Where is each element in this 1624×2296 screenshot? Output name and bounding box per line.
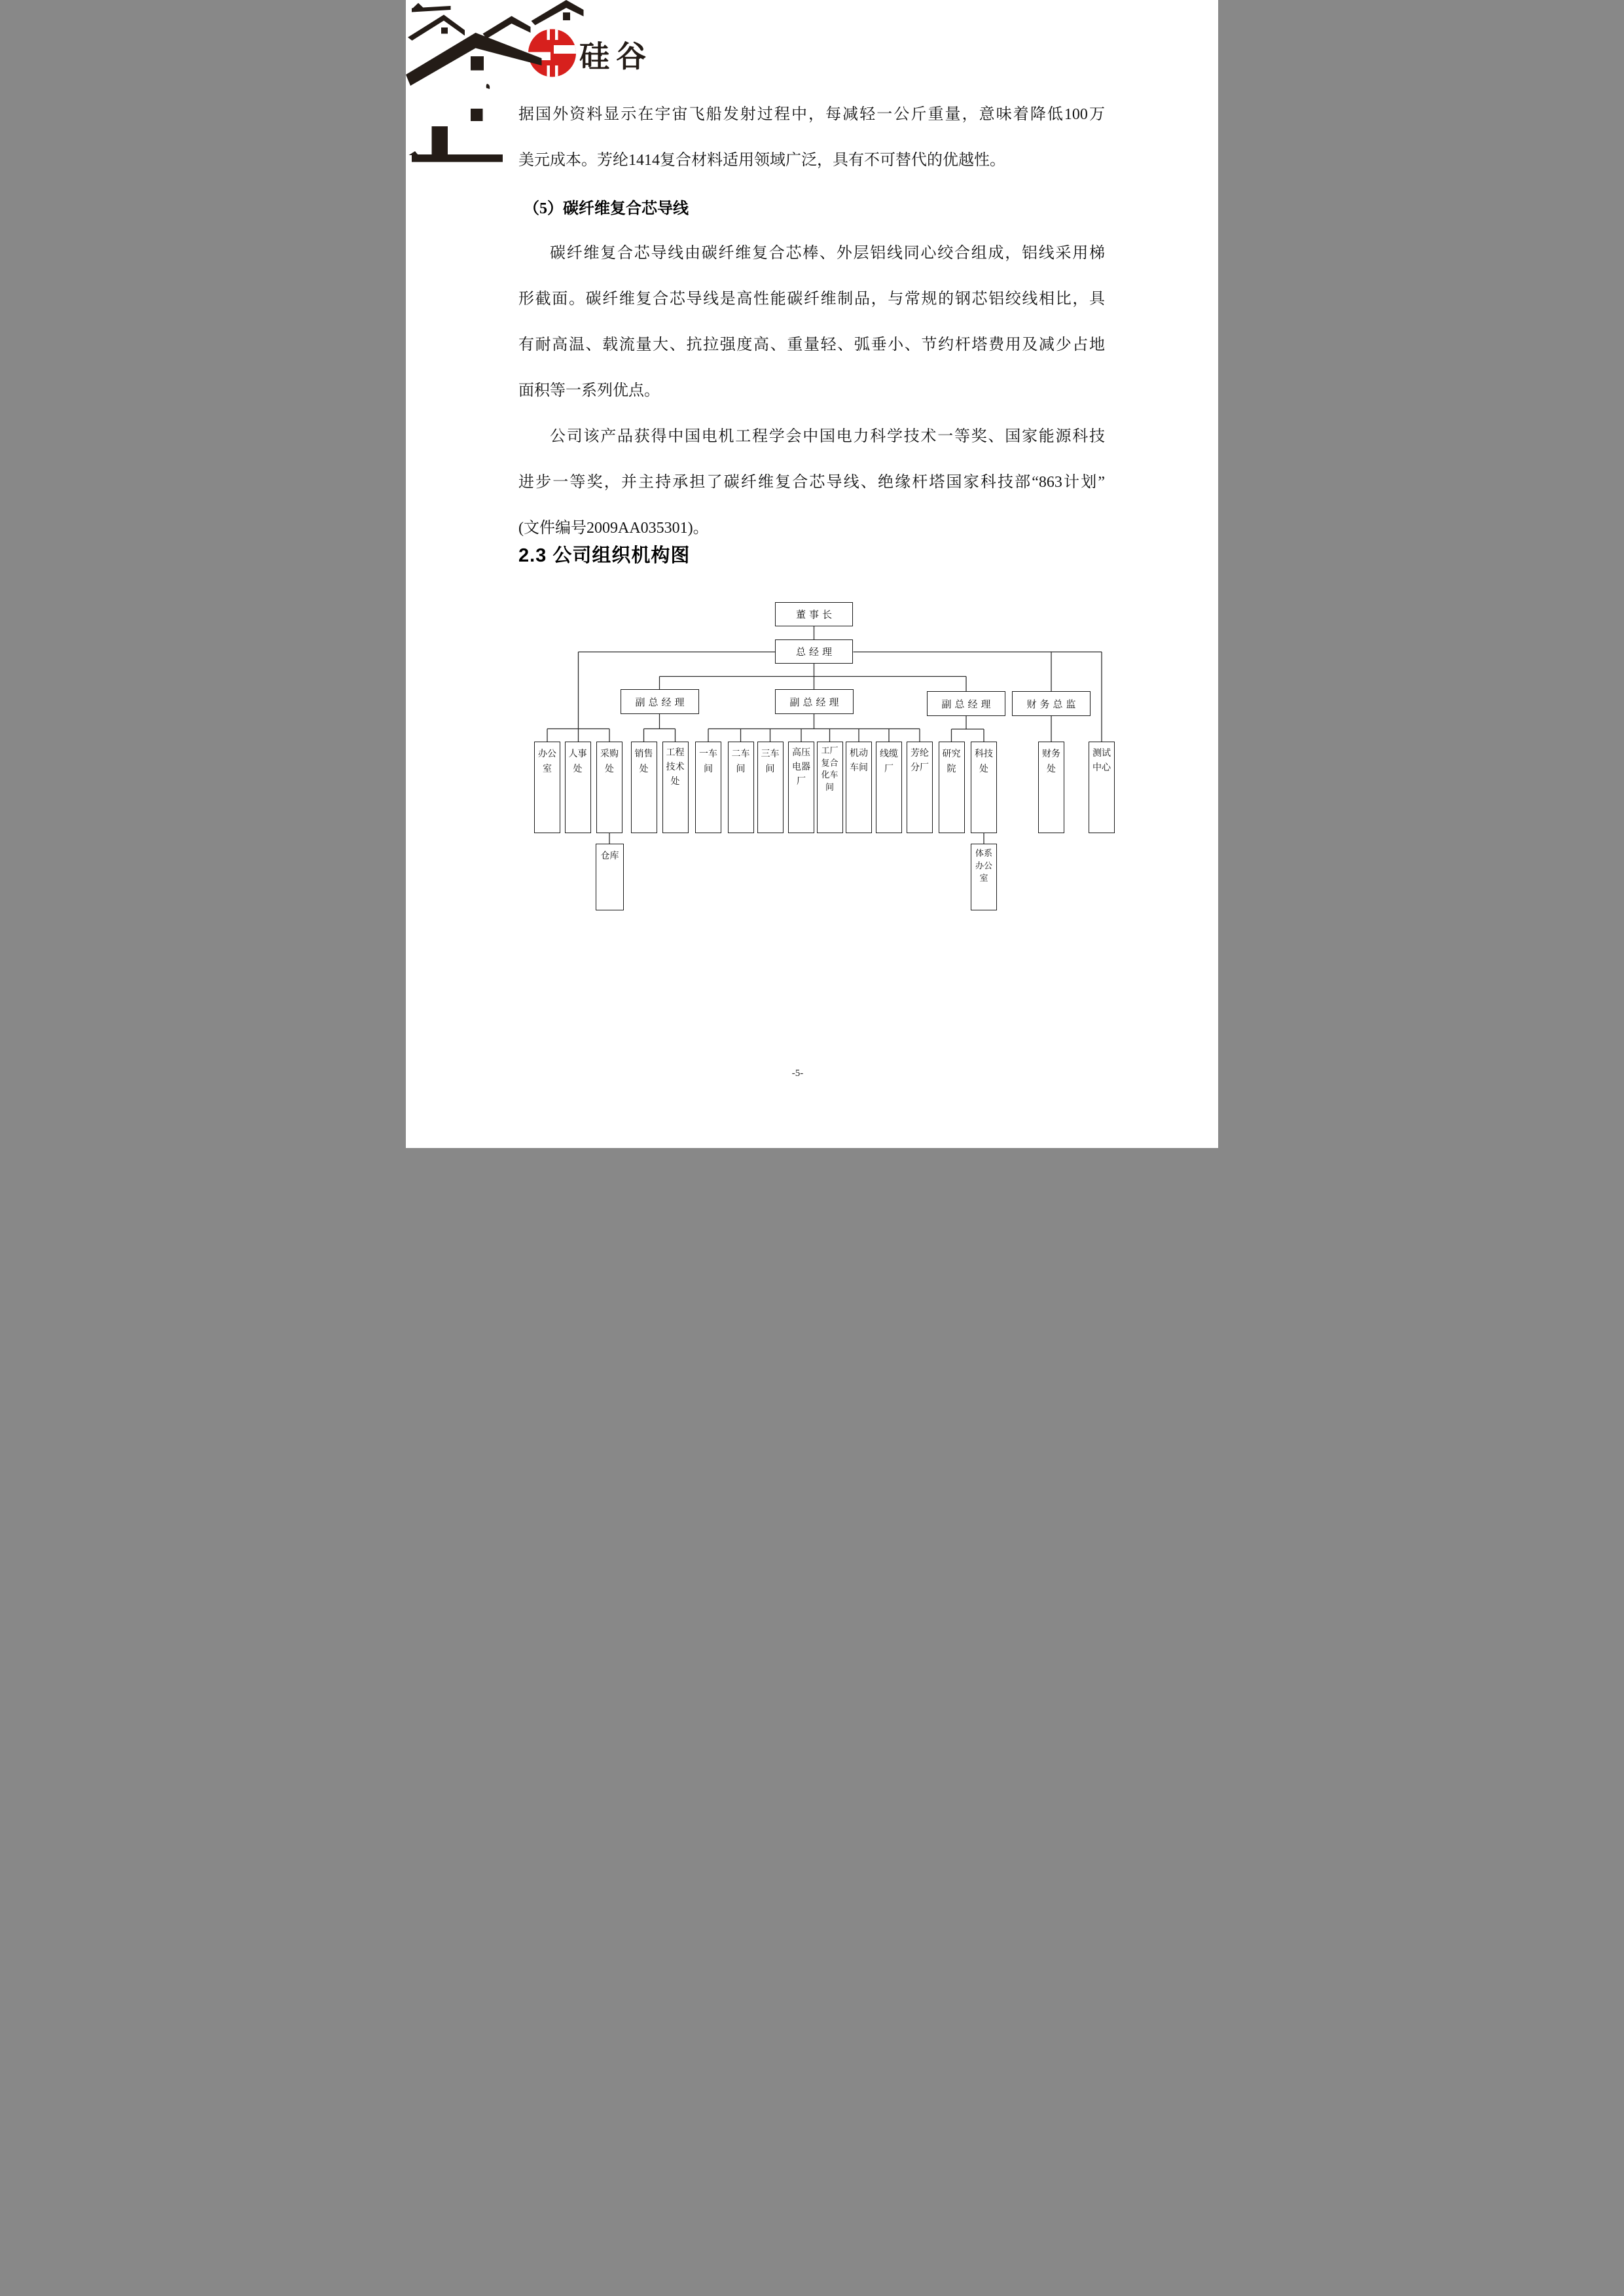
org-box-dept: 机动车间	[846, 742, 872, 833]
org-box-vp-3: 副总经理	[927, 691, 1005, 716]
rooftop-logo-icon	[406, 0, 668, 164]
page-number: -5-	[791, 1068, 804, 1079]
paragraph-line: 据国外资料显示在宇宙飞船发射过程中，每减轻一公斤重量，意味着降低100万	[518, 106, 1105, 123]
org-box-dept: 办公室	[534, 742, 560, 833]
org-box-chairman: 董事长	[775, 602, 853, 626]
rooftop-shapes-icon	[406, 0, 584, 162]
paragraph-line: 碳纤维复合芯导线由碳纤维复合芯棒、外层铝线同心绞合组成，铝线采用梯	[550, 245, 1105, 262]
org-box-dept: 工厂复合化车间	[817, 742, 843, 833]
company-logo	[406, 0, 668, 164]
section-heading-5: （5）碳纤维复合芯导线	[524, 200, 689, 217]
org-chart	[530, 599, 1119, 913]
org-box-dept: 二车间	[728, 742, 754, 833]
org-box-warehouse: 仓库	[596, 844, 624, 910]
org-box-dept: 工程技术处	[662, 742, 689, 833]
org-box-general-manager: 总经理	[775, 639, 853, 664]
paragraph-line: 进步一等奖，并主持承担了碳纤维复合芯导线、绝缘杆塔国家科技部“863计划”	[518, 474, 1105, 491]
org-box-dept: 研究院	[939, 742, 965, 833]
org-box-dept: 测试中心	[1089, 742, 1115, 833]
red-s-emblem-icon	[527, 26, 577, 80]
org-box-dept: 科技处	[971, 742, 997, 833]
org-box-cfo-director: 财务总监	[1012, 691, 1091, 716]
paragraph-line: 美元成本。芳纶1414复合材料适用领域广泛，具有不可替代的优越性。	[518, 152, 1005, 169]
org-box-vp-1: 副总经理	[621, 689, 699, 714]
org-box-system-office: 体系办公室	[971, 844, 997, 910]
paragraph-line: 面积等一系列优点。	[518, 382, 660, 399]
org-box-dept: 芳纶分厂	[907, 742, 933, 833]
org-box-dept: 采购处	[596, 742, 623, 833]
org-box-dept: 销售处	[631, 742, 657, 833]
document-page	[406, 0, 1218, 1148]
org-box-dept: 财务处	[1038, 742, 1064, 833]
org-box-dept: 三车间	[757, 742, 784, 833]
paragraph-line: 形截面。碳纤维复合芯导线是高性能碳纤维制品，与常规的钢芯铝绞线相比，具	[518, 291, 1105, 308]
paragraph-line: 有耐高温、载流量大、抗拉强度高、重量轻、弧垂小、节约杆塔费用及减少占地	[518, 336, 1105, 353]
org-box-dept: 高压电器厂	[788, 742, 814, 833]
paragraph-line: 公司该产品获得中国电机工程学会中国电力科学技术一等奖、国家能源科技	[550, 428, 1105, 445]
org-box-dept: 一车间	[695, 742, 721, 833]
section-heading-2-3: 2.3 公司组织机构图	[518, 545, 691, 566]
org-box-vp-2: 副总经理	[775, 689, 854, 714]
org-box-dept: 人事处	[565, 742, 591, 833]
paragraph-line: (文件编号2009AA035301)。	[518, 520, 709, 537]
brand-name: 硅谷	[579, 39, 653, 73]
org-box-dept: 线缆厂	[876, 742, 902, 833]
